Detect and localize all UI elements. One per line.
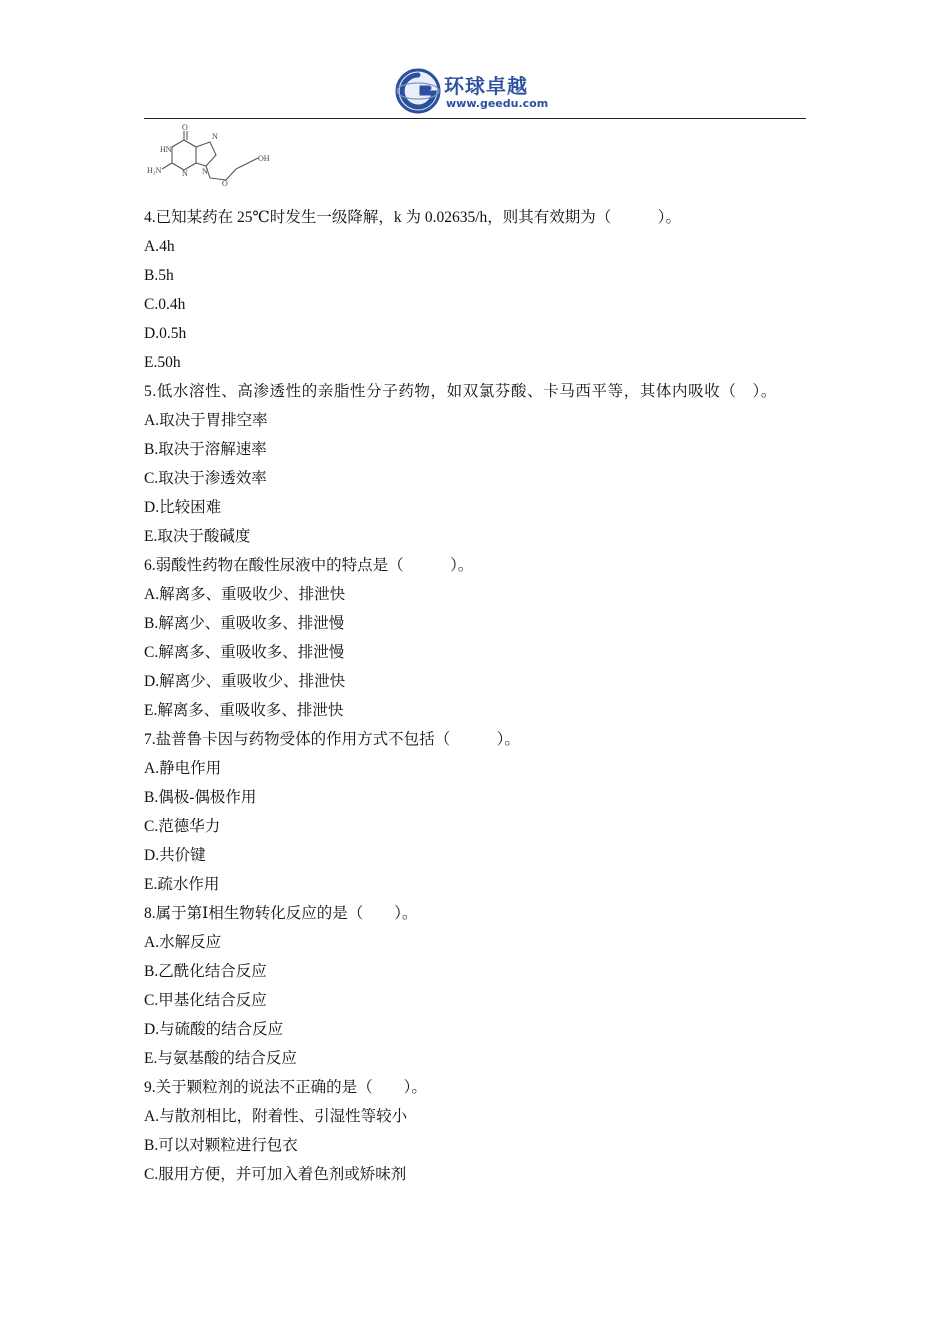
question-text: 9.关于颗粒剂的说法不正确的是（ ）。 [144, 1079, 427, 1096]
page-header [144, 62, 806, 120]
answer-option: B.5h [144, 267, 174, 284]
answer-option: A.与散剂相比，附着性、引湿性等较小 [144, 1108, 408, 1125]
question-block [144, 551, 806, 725]
answer-option: D.与硫酸的结合反应 [144, 1021, 284, 1038]
answer-option: E.50h [144, 354, 181, 371]
question-block [144, 899, 806, 1073]
answer-option: B.乙酰化结合反应 [144, 963, 267, 980]
svg-text:H₂N: H₂N [147, 166, 162, 175]
question-text: 6.弱酸性药物在酸性尿液中的特点是（ ）。 [144, 557, 474, 574]
logo-text: 环球卓越 [444, 74, 528, 98]
answer-option: D.共价键 [144, 847, 206, 864]
answer-option: C.取决于渗透效率 [144, 470, 267, 487]
answer-option: A.静电作用 [144, 760, 222, 777]
answer-option: A.取决于胃排空率 [144, 412, 268, 429]
answer-option: B.可以对颗粒进行包衣 [144, 1137, 298, 1154]
question-text: 7.盐普鲁卡因与药物受体的作用方式不包括（ ）。 [144, 731, 520, 748]
question-text: 8.属于第Ⅰ相生物转化反应的是（ ）。 [144, 905, 418, 922]
answer-option: A.水解反应 [144, 934, 222, 951]
question-block [144, 377, 806, 551]
answer-option: C.服用方便，并可加入着色剂或矫味剂 [144, 1166, 407, 1183]
molecule-structure-image [144, 122, 284, 194]
question-text: 4.已知某药在 25℃时发生一级降解，k 为 0.02635/h，则其有效期为（ ）。 [144, 209, 682, 226]
answer-option: C.甲基化结合反应 [144, 992, 267, 1009]
question-text: 5.低水溶性、高渗透性的亲脂性分子药物，如双氯芬酸、卡马西平等，其体内吸收（ ）。 [144, 383, 777, 400]
svg-text:O: O [222, 179, 228, 188]
answer-option: E.解离多、重吸收多、排泄快 [144, 702, 344, 719]
svg-text:N: N [182, 169, 188, 178]
answer-option: E.取决于酸碱度 [144, 528, 251, 545]
answer-option: E.与氨基酸的结合反应 [144, 1050, 297, 1067]
svg-text:OH: OH [258, 154, 270, 163]
svg-text:HN: HN [160, 145, 172, 154]
answer-option: D.0.5h [144, 325, 187, 342]
svg-text:N: N [212, 132, 218, 141]
svg-text:O: O [182, 123, 188, 132]
question-block [144, 1073, 806, 1189]
answer-option: A.4h [144, 238, 175, 255]
answer-option: C.范德华力 [144, 818, 221, 835]
answer-option: D.解离少、重吸收少、排泄快 [144, 673, 346, 690]
answer-option: B.取决于溶解速率 [144, 441, 267, 458]
answer-option: B.解离少、重吸收多、排泄慢 [144, 615, 345, 632]
answer-option: E.疏水作用 [144, 876, 220, 893]
logo-url: www.geedu.com [446, 97, 549, 110]
header-rule [144, 118, 806, 119]
answer-option: C.0.4h [144, 296, 186, 313]
question-block [144, 203, 806, 377]
brand-logo [394, 64, 554, 118]
question-block [144, 725, 806, 899]
question-list [144, 203, 806, 1189]
answer-option: D.比较困难 [144, 499, 222, 516]
answer-option: B.偶极-偶极作用 [144, 789, 257, 806]
svg-text:N: N [202, 167, 208, 176]
answer-option: C.解离多、重吸收多、排泄慢 [144, 644, 345, 661]
globe-logo-icon [394, 67, 442, 115]
answer-option: A.解离多、重吸收少、排泄快 [144, 586, 346, 603]
